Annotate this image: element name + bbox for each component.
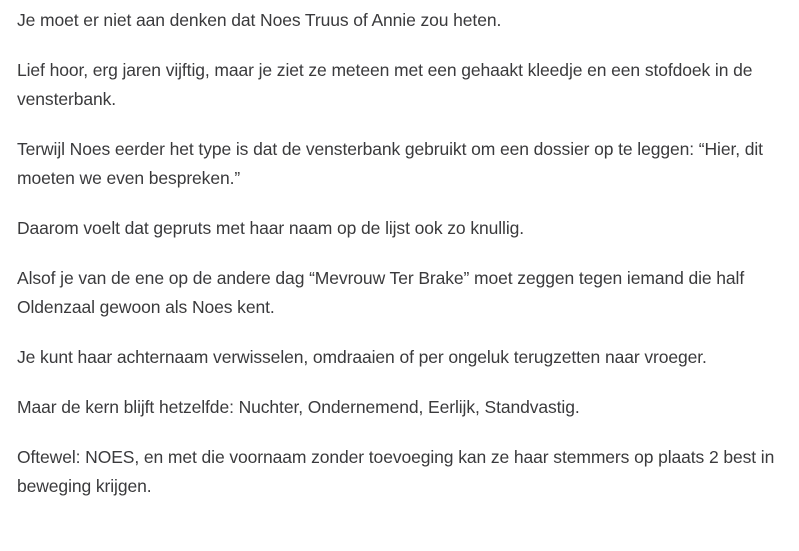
paragraph-7: Maar de kern blijft hetzelfde: Nuchter, Ondernemend, Eerlijk, Standvastig. xyxy=(17,397,580,417)
paragraph-6: Je kunt haar achternaam verwisselen, omdraaien of per ongeluk terugzetten naar vroeger. xyxy=(17,347,707,367)
paragraph-5: Alsof je van de ene op de andere dag “Mevrouw Ter Brake” moet zeggen tegen iemand die half Oldenzaal gewoon als Noes kent. xyxy=(17,268,745,317)
paragraph-8: Oftewel: NOES, en met die voornaam zonder toevoeging kan ze haar stemmers op plaats 2 best in beweging krijgen. xyxy=(17,447,775,496)
paragraph-3: Terwijl Noes eerder het type is dat de vensterbank gebruikt om een dossier op te leggen: “Hier, dit moeten we even bespreken.” xyxy=(17,139,763,188)
paragraph-2: Lief hoor, erg jaren vijftig, maar je ziet ze meteen met een gehaakt kleedje en een stofdoek in de vensterbank. xyxy=(17,60,753,109)
paragraph-4: Daarom voelt dat gepruts met haar naam op de lijst ook zo knullig. xyxy=(17,218,525,238)
paragraph-1: Je moet er niet aan denken dat Noes Truus of Annie zou heten. xyxy=(17,10,502,30)
